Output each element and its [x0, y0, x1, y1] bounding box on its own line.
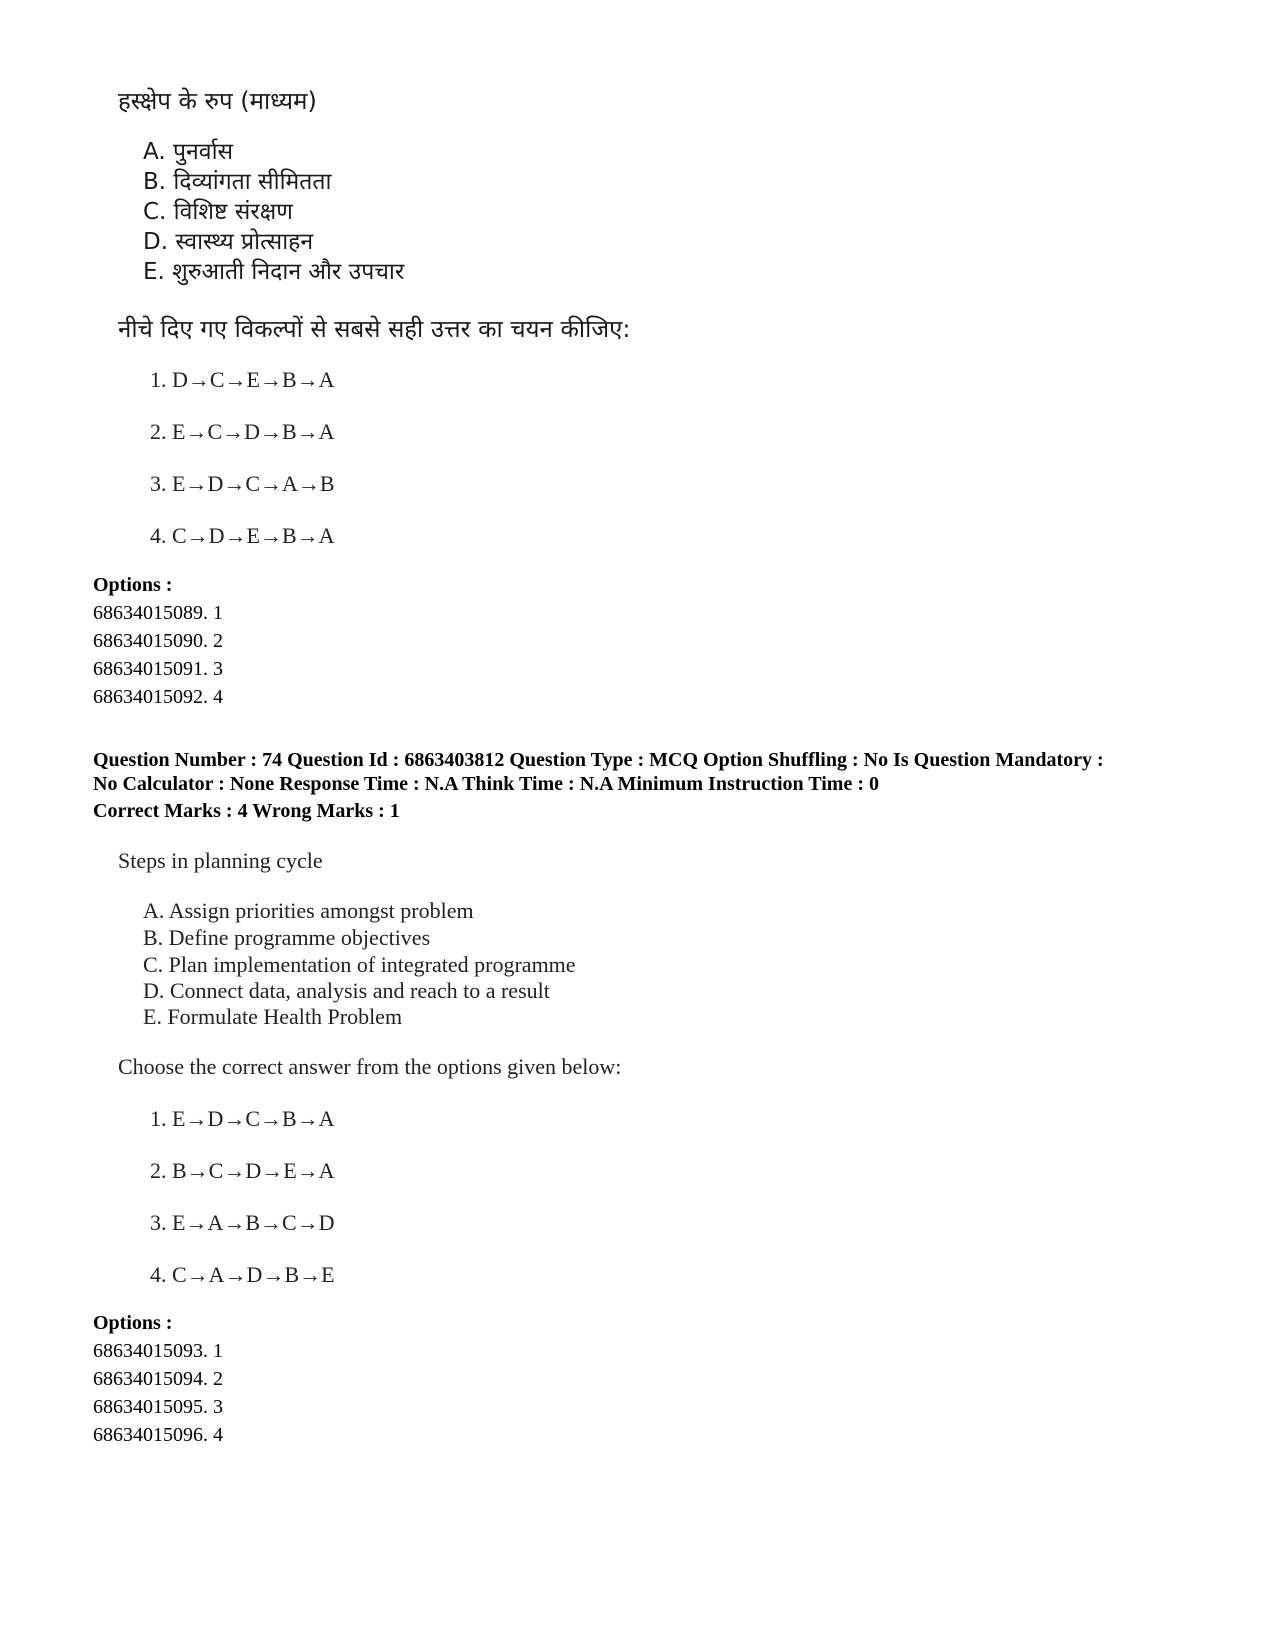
q73-statement-e: E. शुरुआती निदान और उपचार: [143, 259, 405, 285]
q74-statement-e: E. Formulate Health Problem: [143, 1004, 403, 1029]
q73-option-1: 68634015089. 1: [93, 602, 223, 624]
q74-meta-line-1: Question Number : 74 Question Id : 6863403812 Question Type : MCQ Option Shuffling : No Is Question Mandatory :: [93, 749, 1104, 771]
q73-title: हस्क्षेप के रुप (माध्यम): [118, 87, 317, 115]
q73-sequence-1: 1. D→C→E→B→A: [150, 367, 335, 392]
q73-statement-c: C. विशिष्ट संरक्षण: [143, 199, 293, 225]
q73-statement-a: A. पुनर्वास: [143, 139, 234, 165]
q74-option-2: 68634015094. 2: [93, 1368, 223, 1390]
q73-statement-b: B. दिव्यांगता सीमितता: [143, 169, 332, 195]
q74-sequence-1: 1. E→D→C→B→A: [150, 1106, 335, 1131]
q74-marks: Correct Marks : 4 Wrong Marks : 1: [93, 800, 400, 822]
q73-sequence-2: 2. E→C→D→B→A: [150, 419, 335, 444]
q74-title: Steps in planning cycle: [118, 848, 323, 873]
q74-options-label: Options :: [93, 1312, 173, 1334]
q74-statement-d: D. Connect data, analysis and reach to a result: [143, 978, 550, 1003]
q74-meta-line-2: No Calculator : None Response Time : N.A Think Time : N.A Minimum Instruction Time : 0: [93, 773, 879, 795]
q73-option-4: 68634015092. 4: [93, 686, 223, 708]
q74-sequence-4: 4. C→A→D→B→E: [150, 1262, 335, 1287]
q73-statement-d: D. स्वास्थ्य प्रोत्साहन: [143, 229, 314, 255]
q74-sequence-2: 2. B→C→D→E→A: [150, 1158, 335, 1183]
q74-statement-a: A. Assign priorities amongst problem: [143, 898, 474, 923]
q74-option-1: 68634015093. 1: [93, 1340, 223, 1362]
q74-meta: [93, 748, 1193, 796]
q74-statement-b: B. Define programme objectives: [143, 925, 431, 950]
q73-options-label: Options :: [93, 574, 173, 596]
q73-choose-instruction: नीचे दिए गए विकल्पों से सबसे सही उत्तर का चयन कीजिए:: [118, 315, 631, 343]
q73-option-2: 68634015090. 2: [93, 630, 223, 652]
q73-option-3: 68634015091. 3: [93, 658, 223, 680]
q73-sequence-4: 4. C→D→E→B→A: [150, 523, 335, 548]
q74-option-3: 68634015095. 3: [93, 1396, 223, 1418]
q73-sequence-3: 3. E→D→C→A→B: [150, 471, 335, 496]
q74-sequence-3: 3. E→A→B→C→D: [150, 1210, 335, 1235]
q74-option-4: 68634015096. 4: [93, 1424, 223, 1446]
q74-choose-instruction: Choose the correct answer from the options given below:: [118, 1054, 622, 1079]
q74-statement-c: C. Plan implementation of integrated programme: [143, 952, 576, 977]
